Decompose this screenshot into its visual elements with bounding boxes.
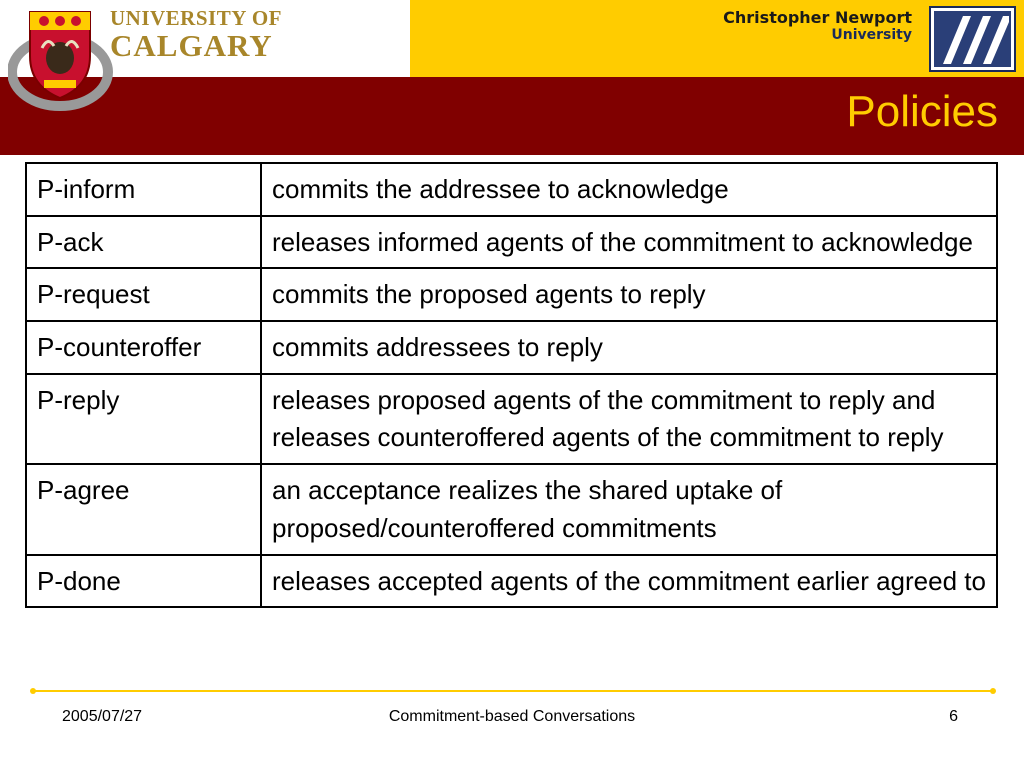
policy-description: releases accepted agents of the commitment earlier agreed to	[261, 555, 997, 608]
page-title: Policies	[846, 87, 998, 136]
university-calgary-crest-icon	[8, 6, 120, 114]
table-row	[26, 464, 997, 554]
university-calgary-wordmark	[110, 8, 282, 61]
table-row	[26, 374, 997, 464]
policy-description: commits the addressee to acknowledge	[261, 163, 997, 216]
cnu-line1: Christopher Newport	[723, 8, 912, 27]
policy-name: P-ack	[26, 216, 261, 269]
footer-page-number: 6	[949, 708, 958, 725]
university-calgary-line1: UNIVERSITY OF	[110, 6, 282, 30]
table-row	[26, 555, 997, 608]
policy-description: commits addressees to reply	[261, 321, 997, 374]
cnu-wordmark	[723, 8, 912, 44]
policy-name: P-counteroffer	[26, 321, 261, 374]
table-row	[26, 163, 997, 216]
table-row	[26, 216, 997, 269]
footer-date: 2005/07/27	[62, 708, 143, 725]
policies-table	[25, 162, 998, 608]
footer-title: Commitment-based Conversations	[388, 708, 636, 725]
policy-name: P-agree	[26, 464, 261, 554]
policy-description: releases informed agents of the commitment to acknowledge	[261, 216, 997, 269]
cnu-line2: University	[831, 27, 912, 44]
policy-description: commits the proposed agents to reply	[261, 268, 997, 321]
table-row	[26, 268, 997, 321]
policy-description: an acceptance realizes the shared uptake of proposed/counteroffered commitments	[261, 464, 997, 554]
policy-name: P-reply	[26, 374, 261, 464]
university-calgary-line2: CALGARY	[110, 28, 273, 63]
policy-name: P-done	[26, 555, 261, 608]
table-row	[26, 321, 997, 374]
policy-name: P-inform	[26, 163, 261, 216]
cnu-logo-icon	[929, 6, 1016, 72]
policy-description: releases proposed agents of the commitment to reply and releases counteroffered agents of the commitment to reply	[261, 374, 997, 464]
footer-divider	[33, 690, 993, 692]
policy-name: P-request	[26, 268, 261, 321]
